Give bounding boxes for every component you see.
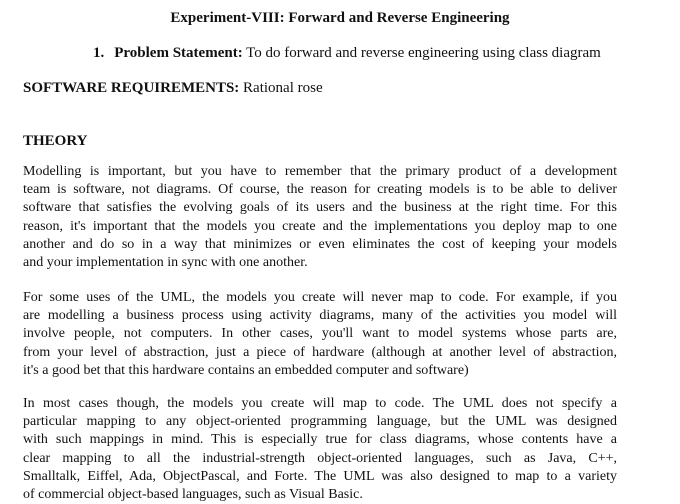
paragraph-line: are modelling a business process using activity diagrams, many of the activities you model will [23, 308, 617, 324]
paragraph-line: of commercial object-based languages, such as Visual Basic. [23, 487, 363, 503]
problem-statement [93, 43, 601, 63]
theory-heading: THEORY [23, 133, 88, 149]
paragraph-line: reason, it's important that the models you create and the implementations you deploy map to one [23, 218, 617, 234]
paragraph-line: clear mapping to all the industrial-strength object-oriented languages, such as Java, C++, [23, 450, 617, 466]
software-label: SOFTWARE REQUIREMENTS: [23, 80, 240, 96]
paragraph-line: software that satisfies the evolving goals of its users and the business at the right time. For this [23, 200, 617, 216]
paragraph-line: with such mappings in mind. This is especially true for class diagrams, whose contents have a [23, 432, 617, 448]
paragraph-line: from your level of abstraction, just a piece of hardware (although at another level of abstraction, [23, 344, 617, 360]
paragraph-line: In most cases though, the models you create will map to code. The UML does not specify a [23, 396, 617, 411]
paragraph-line: For some uses of the UML, the models you create will never map to code. For example, if you [23, 290, 617, 305]
paragraph-line: involve people, not computers. In other cases, you'll want to model systems whose parts are, [23, 326, 617, 342]
problem-number: 1. [93, 45, 105, 61]
software-requirements [23, 78, 323, 98]
theory-paragraph-1 [23, 163, 617, 272]
theory-paragraph-3 [23, 395, 617, 504]
problem-text: To do forward and reverse engineering using class diagram [246, 45, 601, 61]
paragraph-line: it's a good bet that this hardware contains an embedded computer and software) [23, 362, 469, 378]
paragraph-line: particular mapping to any object-oriented programming language, but the UML was designed [23, 414, 617, 430]
paragraph-line: Smalltalk, Eiffel, Ada, ObjectPascal, and Forte. The UML was also designed to map to a variety [23, 468, 617, 484]
theory-paragraph-2 [23, 289, 617, 380]
software-text: Rational rose [243, 80, 323, 96]
paragraph-line: another and do so in a way that minimizes or even eliminates the cost of keeping your models [23, 236, 617, 252]
problem-label: Problem Statement: [114, 45, 243, 61]
paragraph-line: Modelling is important, but you have to remember that the primary product of a development [23, 164, 617, 179]
document-title: Experiment-VIII: Forward and Reverse Engineering [170, 10, 510, 26]
paragraph-line: and your implementation in sync with one another. [23, 255, 308, 271]
paragraph-line: team is software, not diagrams. Of course, the reason for creating models is to be able to deliver [23, 182, 617, 198]
